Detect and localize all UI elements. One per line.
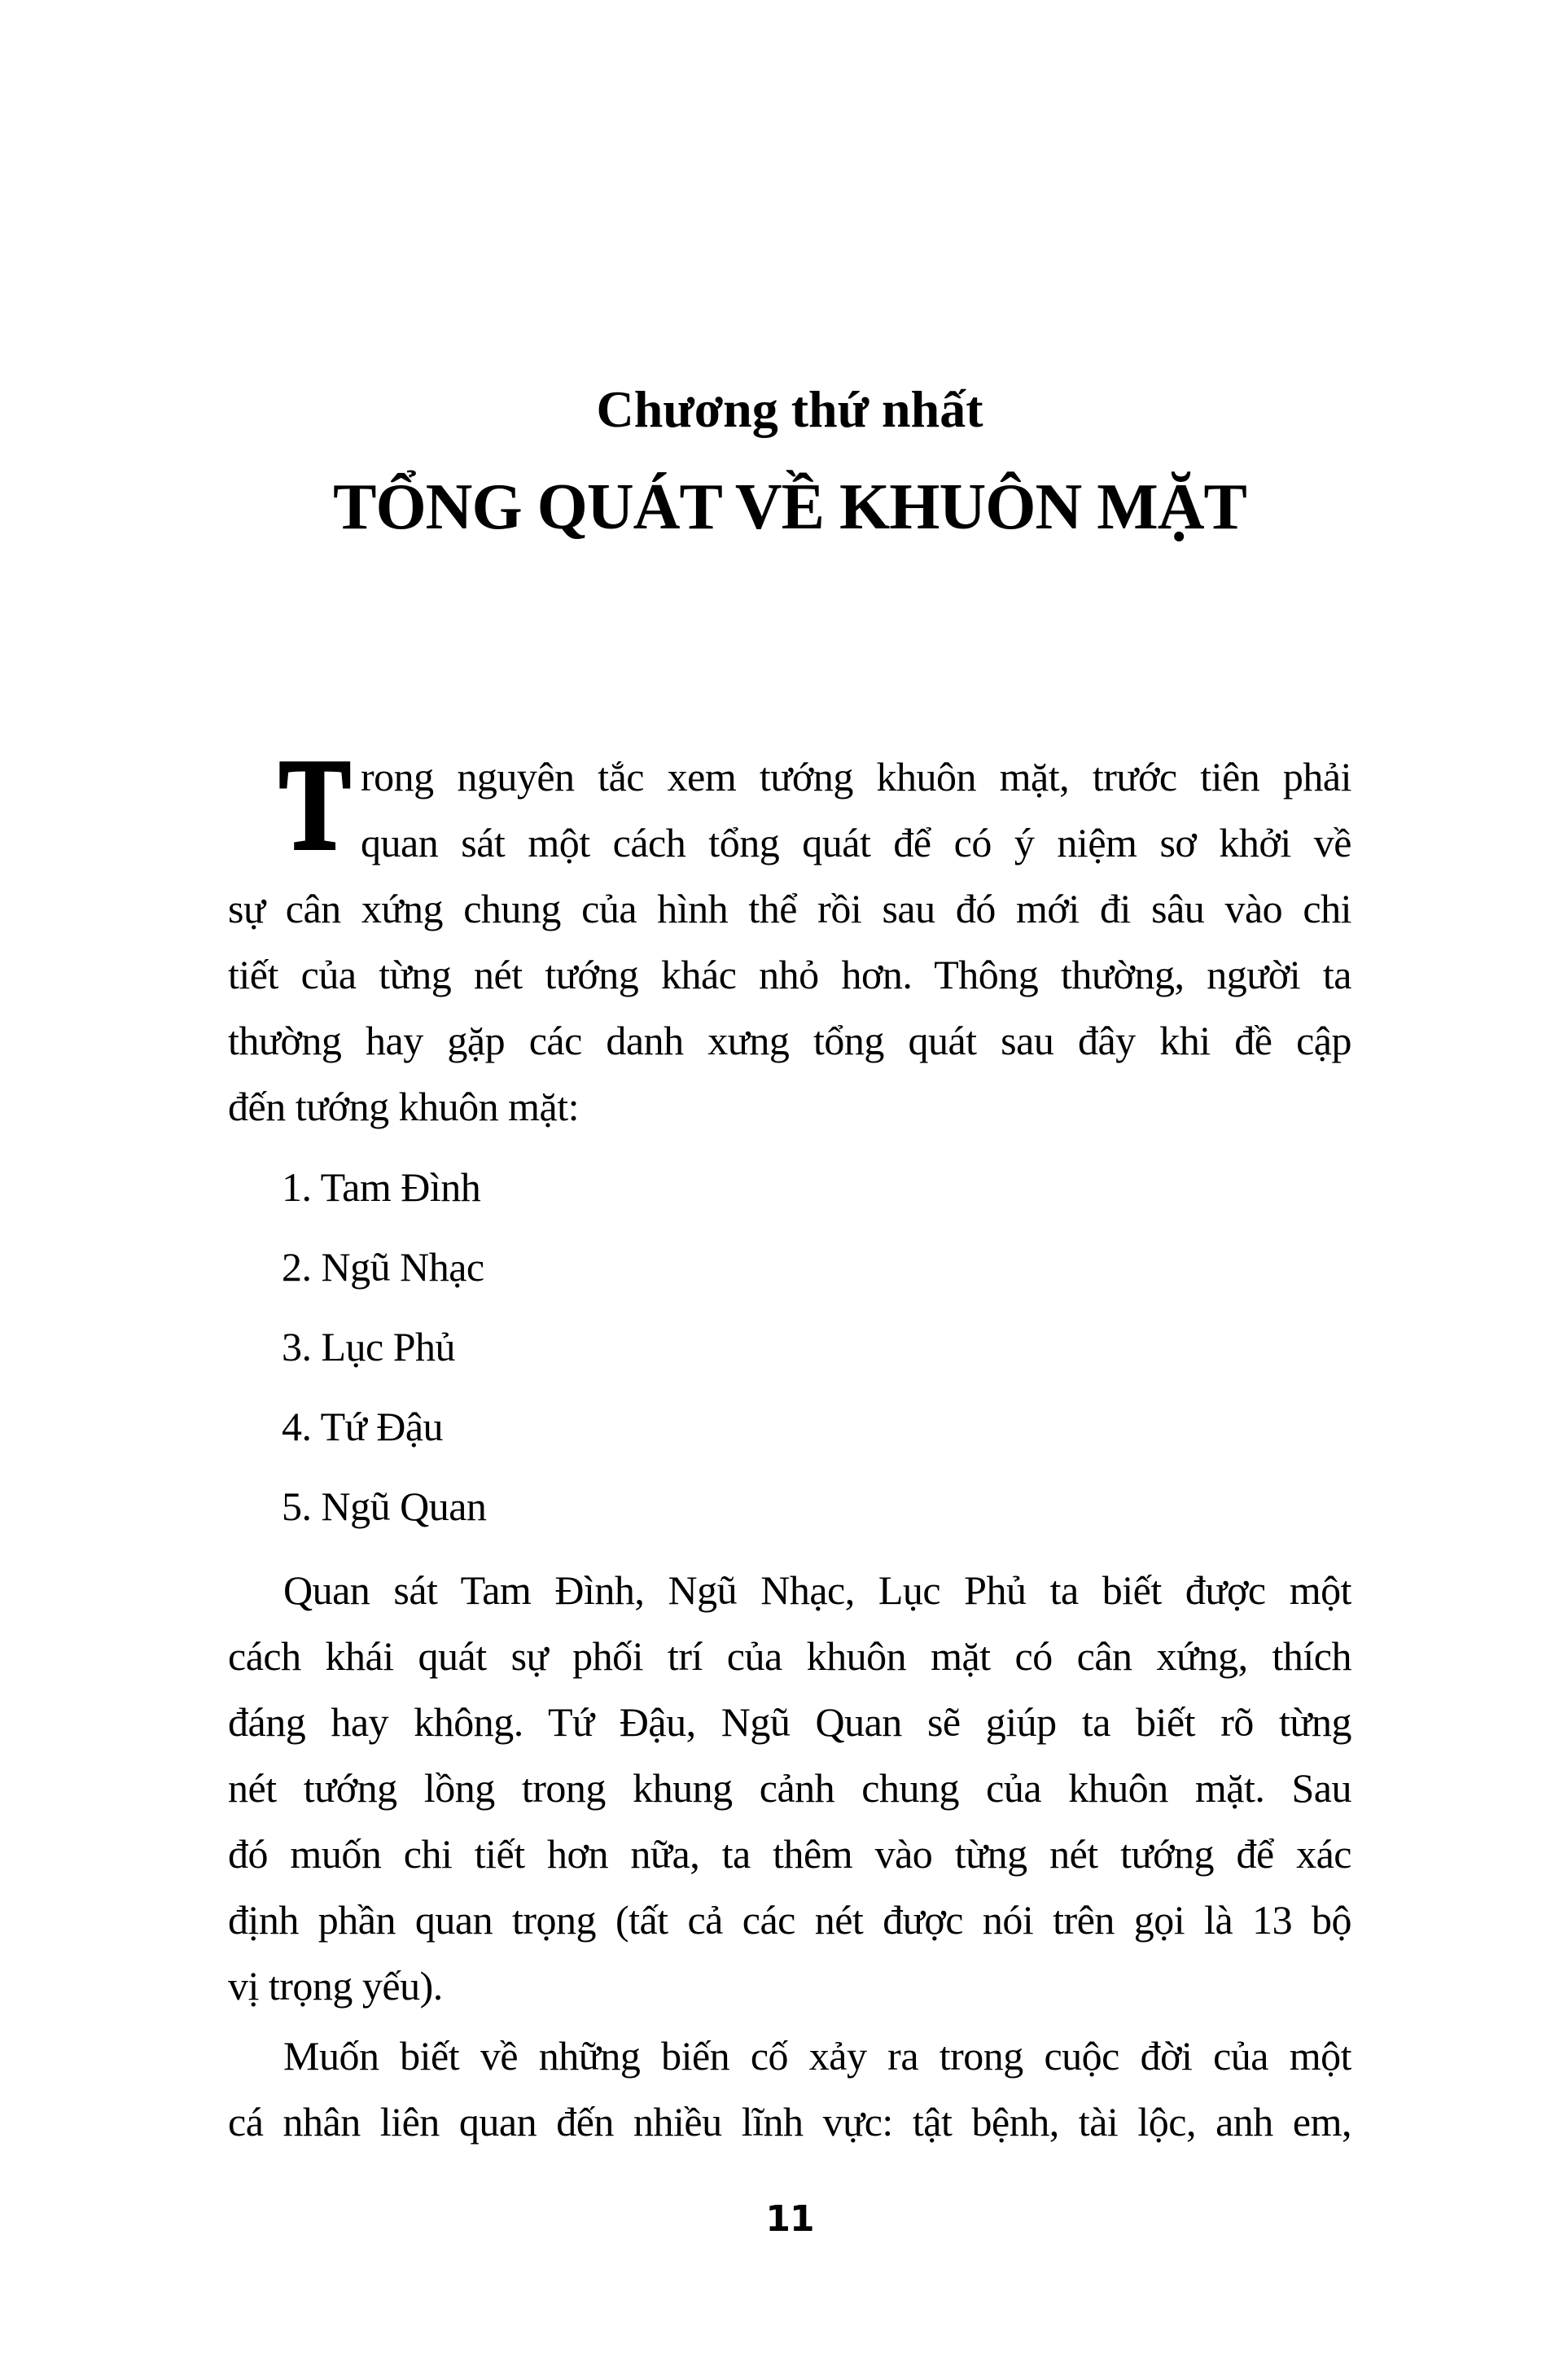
list-item: 5. Ngũ Quan — [282, 1483, 487, 1529]
page-number: 11 — [765, 2198, 814, 2240]
list-item: 2. Ngũ Nhạc — [282, 1244, 484, 1290]
numbered-list — [228, 1147, 1351, 1546]
body-line: Quan sát Tam Đình, Ngũ Nhạc, Lục Phủ ta biết được một — [283, 1567, 1351, 1613]
list-item: 4. Tứ Đậu — [282, 1404, 444, 1449]
body-line: cách khái quát sự phối trí của khuôn mặt có cân xứng, thích — [228, 1633, 1351, 1679]
body-line: định phần quan trọng (tất cả các nét được nói trên gọi là 13 bộ — [228, 1897, 1351, 1943]
body-line: quan sát một cách tổng quát để có ý niệm sơ khởi về — [361, 820, 1351, 865]
chapter-label: Chương thứ nhất — [596, 380, 983, 438]
body-line: đáng hay không. Tứ Đậu, Ngũ Quan sẽ giúp ta biết rõ từng — [228, 1699, 1351, 1745]
chapter-title: TỔNG QUÁT VỀ KHUÔN MẶT — [333, 471, 1246, 543]
paragraph-1 — [228, 732, 1351, 1140]
body-line: tiết của từng nét tướng khác nhỏ hơn. Thông thường, người ta — [228, 952, 1351, 997]
paragraph-2 — [228, 1558, 1351, 2019]
body-line: thường hay gặp các danh xưng tổng quát sau đây khi đề cập — [228, 1018, 1351, 1063]
body-line: đến tướng khuôn mặt: — [228, 1084, 579, 1129]
drop-cap: T — [279, 732, 351, 877]
list-item: 1. Tam Đình — [282, 1164, 481, 1210]
list-item: 3. Lục Phủ — [282, 1324, 456, 1369]
body-line: đó muốn chi tiết hơn nữa, ta thêm vào từng nét tướng để xác — [228, 1831, 1351, 1877]
body-line: vị trọng yếu). — [228, 1963, 443, 2009]
body-line: Muốn biết về những biến cố xảy ra trong cuộc đời của một — [283, 2033, 1351, 2079]
body-line: sự cân xứng chung của hình thể rồi sau đó mới đi sâu vào chi — [228, 886, 1351, 931]
page-header — [228, 377, 1351, 548]
body-line: cá nhân liên quan đến nhiều lĩnh vực: tật bệnh, tài lộc, anh em, — [228, 2099, 1351, 2145]
body-line: rong nguyên tắc xem tướng khuôn mặt, trước tiên phải — [361, 754, 1351, 800]
body-line: nét tướng lồng trong khung cảnh chung của khuôn mặt. Sau — [228, 1765, 1351, 1811]
page-content — [228, 732, 1351, 2155]
paragraph-3 — [228, 2023, 1351, 2155]
